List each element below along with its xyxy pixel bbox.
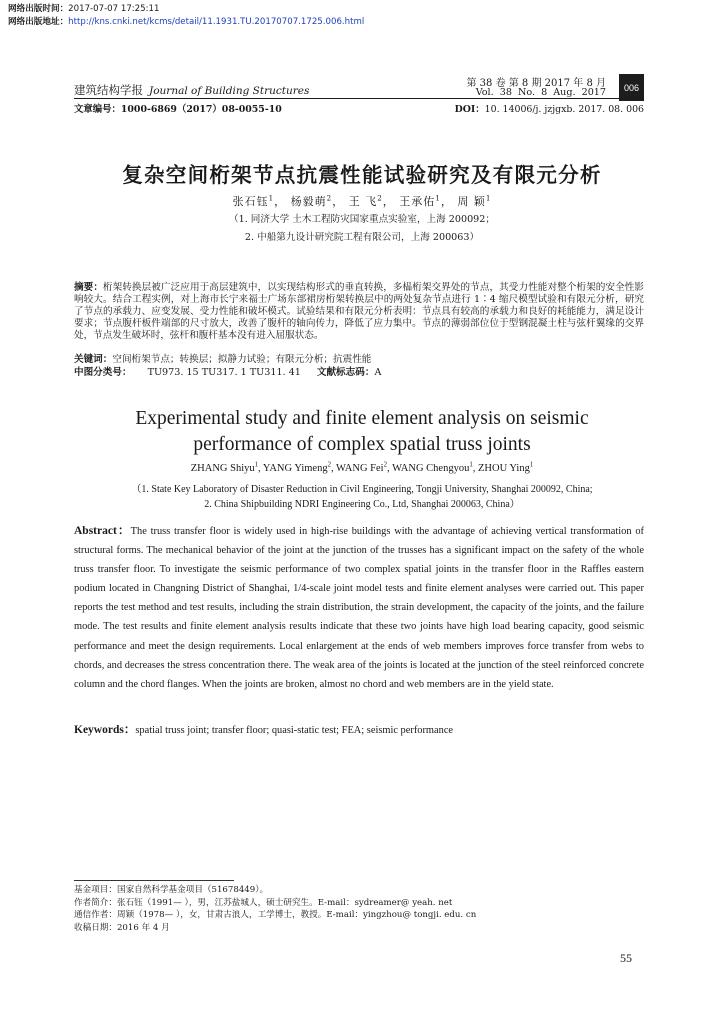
author-cn xyxy=(349,195,383,208)
doi xyxy=(455,101,644,115)
author-cn-sup: 1 xyxy=(435,193,441,203)
author-en-sup: 1 xyxy=(469,461,473,469)
online-time-label: 网络出版时间： xyxy=(8,4,69,14)
issue-info-en: Vol. 38 No. 8 Aug. 2017 xyxy=(475,87,606,98)
journal-name-cn: 建筑结构学报 xyxy=(74,83,143,97)
footnote-rule xyxy=(74,880,234,881)
abstract-en-text: The truss transfer floor is widely used in high-rise buildings with the advantage of achieving vertical transformation of structural forms. The mechanical behavior of the joint at the junction of the trusses has a significant impact on the safety of the whole truss transfer floor. To investigate the seismic performance of two complex spatial joints in the transfer floor in the Raffles eastern podium located in Changning District of Shanghai, 1/4-scale joint model tests and finite element analyses were carried out. This paper reports the test method and test results, including the strain distribution, the strain development, the capacity of the joints, and the failure mode. The test results and finite element analysis results indicate that these two joints have high load bearing capacity, good seismic performance and meet the design requirements. Local enlargement at the ends of web members improves force transfer from webs to chords, and decreases the stress concentration there. The weak area of the joints is located at the junction of the steel reinforced concrete column and the chord flanges. When the joints are broken, almost no chord and web members are in the yield state. xyxy=(74,526,644,690)
article-badge: 006 xyxy=(619,74,644,101)
title-en-line: performance of complex spatial truss joints xyxy=(193,434,531,455)
footnote-received-date: 收稿日期：2016 年 4 月 xyxy=(74,922,170,933)
author-en xyxy=(336,463,387,474)
author-en-sup: 1 xyxy=(529,461,534,469)
abstract-en xyxy=(74,522,644,694)
author-en xyxy=(478,463,533,474)
journal-name-en: Journal of Building Structures xyxy=(149,85,310,97)
author-cn xyxy=(291,195,333,208)
header-rule xyxy=(74,98,644,99)
author-cn xyxy=(399,195,441,208)
authors-cn: 张石钰$^1$， 杨毅萌$^2$， 王 飞$^2$， 王承佑$^1$， 周 颖$^1$ xyxy=(232,193,492,208)
affiliation-en: 2. China Shipbuilding NDRI Engineering Co., Ltd, Shanghai 200063, China） xyxy=(204,499,520,510)
keywords-cn xyxy=(74,351,644,365)
issue-info-cn: 第 38 卷 第 8 期 2017 年 8 月 xyxy=(466,78,606,89)
clc-value: TU973. 15 TU317. 1 TU311. 41 xyxy=(147,367,301,378)
clc-label: 中图分类号： xyxy=(74,367,132,378)
doc-code-value: A xyxy=(374,367,382,378)
author-en-sup: 1 xyxy=(254,461,259,469)
abstract-cn-label: 摘要： xyxy=(74,282,103,293)
article-number: 文章编号：1000-6869（2017）08-0055-10 xyxy=(74,104,282,115)
doc-code-label: 文献标志码： xyxy=(316,367,375,378)
keywords-en xyxy=(74,721,644,737)
affiliation-cn: 2. 中船第九设计研究院工程有限公司，上海 200063） xyxy=(244,232,480,243)
online-url-link[interactable]: http://kns.cnki.net/kcms/detail/11.1931.TU.20170707.1725.006.html xyxy=(68,17,365,27)
page-number: 55 xyxy=(620,951,632,965)
abstract-cn xyxy=(74,282,644,342)
author-en-name: WANG Fei xyxy=(336,463,384,474)
author-en xyxy=(191,463,258,474)
authors-en: ZHANG Shiyu$^1$, YANG Yimeng$^2$, WANG Fei$^2$, WANG Chengyou$^1$, ZHOU Ying$^1$ xyxy=(190,461,534,474)
journal-name xyxy=(74,82,309,98)
author-cn-name: 张石钰 xyxy=(232,195,269,208)
author-en-sup: 2 xyxy=(327,461,331,469)
abstract-en-label: Abstract： xyxy=(74,525,131,537)
title-en xyxy=(0,406,724,458)
doi-value: 10. 14006/j. jzjgxb. 2017. 08. 006 xyxy=(484,104,644,115)
author-cn-name: 杨毅萌 xyxy=(290,195,327,208)
online-publication-info xyxy=(8,3,364,29)
author-en-name: YANG Yimeng xyxy=(262,463,328,474)
author-en xyxy=(392,463,473,474)
online-url-line xyxy=(8,16,364,29)
author-cn xyxy=(233,195,275,208)
author-en-name: ZHANG Shiyu xyxy=(190,463,255,474)
author-cn-name: 周 颖 xyxy=(457,195,486,208)
online-time-line xyxy=(8,3,364,16)
footnote-funding: 基金项目：国家自然科学基金项目（51678449）。 xyxy=(74,885,269,895)
author-cn-sup: 2 xyxy=(326,193,333,203)
author-cn-sup: 1 xyxy=(268,193,275,203)
footnotes xyxy=(74,884,644,934)
title-en-line: Experimental study and finite element analysis on seismic xyxy=(135,408,589,429)
abstract-cn-text: 桁架转换层被广泛应用于高层建筑中，以实现结构形式的垂直转换，多榀桁架交界处的节点，其受力性能对整个桁架的安全性影响较大。结合工程实例，对上海市长宁来福士广场东部裙房桁架转换层中的两处复杂节点进行 1∶4 缩尺模型试验和有限元分析，研究了节点的承载力、应变发展、受力性能和破坏模式。试验结果和有限元分析表明：节点具有较高的承载力和良好的耗能能力，满足设计要求；节点腹杆板件端部的尺寸放大，改善了腹杆的轴向传力，降低了应力集中。节点的薄弱部位位于型钢混凝土柱与弦杆翼缘的交界处，节点发生破坏时，弦杆和腹杆基本没有进入屈服状态。 xyxy=(74,282,645,342)
author-cn-sup: 1 xyxy=(485,193,492,203)
keywords-en-label: Keywords： xyxy=(74,724,136,736)
footnote-corresponding-author: 通信作者：周颖（1978— ），女，甘肃古浪人，工学博士，教授。E-mail：yingzhou@ tongji. edu. cn xyxy=(74,910,477,921)
doi-label: DOI： xyxy=(454,104,485,115)
title-cn: 复杂空间桁架节点抗震性能试验研究及有限元分析 xyxy=(122,163,602,187)
author-en-name: ZHOU Ying xyxy=(478,463,530,474)
keywords-cn-label: 关键词： xyxy=(74,354,113,365)
online-url-label: 网络出版地址： xyxy=(8,17,69,27)
author-en-name: WANG Chengyou xyxy=(392,463,470,474)
author-cn-name: 王 飞 xyxy=(348,195,378,208)
footnote-author-bio: 作者简介：张石钰（1991— ），男，江苏盐城人，硕士研究生。E-mail：sydreamer@ yeah. net xyxy=(74,897,453,908)
author-cn-name: 王承佑 xyxy=(399,195,436,208)
author-cn-sup: 2 xyxy=(377,193,383,203)
author-cn xyxy=(457,195,491,208)
keywords-cn-text: 空间桁架节点；转换层；拟静力试验；有限元分析；抗震性能 xyxy=(112,354,372,365)
author-en-sup: 2 xyxy=(383,461,387,469)
affiliation-cn: （1. 同济大学 土木工程防灾国家重点实验室，上海 200092； xyxy=(229,214,495,225)
online-time-value: 2017-07-07 17:25:11 xyxy=(68,4,160,14)
classification-cn xyxy=(74,364,644,378)
keywords-en-text: spatial truss joint; transfer floor; quasi-static test; FEA; seismic performance xyxy=(135,725,454,736)
author-en xyxy=(263,463,331,474)
affiliation-en: （1. State Key Laboratory of Disaster Reduction in Civil Engineering, Tongji University, Shanghai 200092, China; xyxy=(131,484,593,495)
